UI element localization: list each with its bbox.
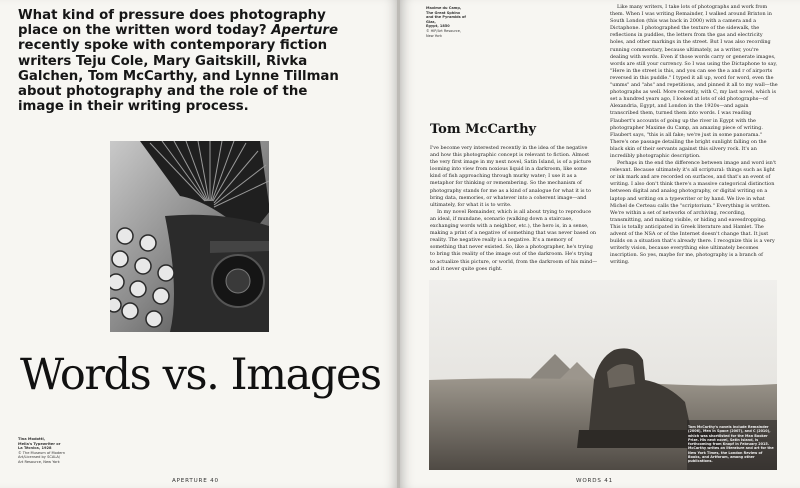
paragraph: Perhaps in the end the difference between image and word isn't relevant. Because ultimately it's all scriptural: things such as light or ink mark and are recorded on surfaces, and that's an event of writing. I also don't think there's a massive categorical distinction between digital and analog photography, or digital writing on a laptop and writing on a typewriter or by hand. We live in what Michel de Certeau calls the "scriptorium." Everything is written. We're within a set of networks of archiving, recording, transmitting, and making visible, or hiding and eavesdropping. This is totally anticipated in Greek literature and Hamlet. The advent of the NSA or of the Internet doesn't change that. It just builds on a situation that's already there. I recognize this is a very writerly vision, because everything else ultimately becomes inscription. So yes, maybe for me, photography is a branch of writing. (610, 160, 777, 266)
caption-line: Maxime du Camp, (426, 6, 462, 10)
typewriter-body (165, 215, 269, 332)
caption-line: New York (426, 33, 443, 38)
caption-line: Tina Modotti, (18, 437, 46, 441)
text-column-left (430, 145, 598, 273)
caption-line: Art Resource, New York (18, 459, 60, 464)
caption-line: Egypt, 1850 (426, 24, 450, 29)
typewriter-photo (110, 141, 269, 332)
intro-before: What kind of pressure does photography place on the written word today? (18, 8, 326, 39)
caption-line: The Great Sphinx (426, 10, 461, 15)
caption-line: Mella's Typewriter or (18, 441, 61, 446)
sphinx-caption (426, 6, 474, 38)
paragraph: Like many writers, I take lots of photographs and work from them. When I was writing Remainder, I walked around Brixton in South London (this was back in 2000) with a camera and a Dictaphone. I photographed the texture of the sidewalk, the reflections in puddles, the letters from the gas and electricity holes, and other markings in the street. But I was also recording running commentary, because ultimately, as a writer, you're dealing with words. Even if those words carry or generate images, words are still your currency. So I was using the Dictaphone to say, "Here in the street is this, and you can see the a and r of airports reversed in this puddle." I typed it all up, word for word, even the "umms" and "ahs" and repetitions, and pinned it all to my wall—the photographs as well. More recently, with C, my last novel, which is set a hundred years ago, I looked at lots of old photographs—of Alexandria, Egypt, and London in the 1920s—and again transcribed them, turned them into words. I was reading Flaubert's accounts of going up the river in Egypt with the photographer Maxime du Camp, an amazing piece of writing. Flaubert says, "this is all fake; we're just in some panorama." There's one passage detailing the bright sunlight falling on the black skin of their servants against this silvery rock. It's an incredibly photographic description. (610, 4, 778, 159)
author-bio-caption: Tom McCarthy's novels include Remainder (2006), Men in Space (2007), and C (2010), which was shortlisted for the Man Booker Prize. His next novel, Satin Island, is forthcoming from Knopf in February 2015. McCarthy writes on literature and art for the New York Times, the London Review of Books, and Artforum, among other publications. (688, 425, 774, 464)
spread-title: Words vs. Images (20, 350, 381, 400)
right-page (400, 0, 800, 488)
caption-line: and the Pyramids of Giza, (426, 15, 466, 24)
intro-italic: Aperture (271, 23, 339, 39)
caption-line: Art/Licensed by SCALA/ (18, 455, 61, 460)
intro-after: recently spoke with contemporary fiction writers Teju Cole, Mary Gaitskill, Rivka Galchen, Tom McCarthy, and Lynne Tillman about photography and the role of the image in their writing process. (18, 38, 339, 115)
caption-line: © HIP/Art Resource, (426, 28, 462, 33)
paragraph: I've become very interested recently in the idea of the negative and how this photographic concept is relevant to fiction. Almost the very first image in my next novel, Satin Island, is of a picture looming into view from noxious liquid in a darkroom, like some kind of fish approaching through murky water; I use it as a metaphor for thinking or remembering. So the mechanism of photography stands for me as a kind of analogue for what it is to bring data, memories, or whatever into a coherent image—and ultimately, for what it is to write. (430, 145, 592, 208)
intro-text (18, 8, 348, 114)
typewriter-caption (18, 437, 100, 465)
caption-line: La Técnica, 1928 (18, 446, 52, 451)
text-column-right (610, 4, 778, 266)
left-page (0, 0, 398, 488)
section-heading: Tom McCarthy (430, 122, 537, 137)
folio-left: APERTURE 40 (172, 478, 219, 484)
caption-line: © The Museum of Modern (18, 450, 66, 455)
folio-right: WORDS 41 (576, 478, 613, 484)
paragraph: In my novel Remainder, which is all about trying to reproduce an ideal, if mundane, scenario (walking down a staircase, exchanging words with a neighbor, etc.), the hero is, in a sense, making a print of a negative of something that was never based on reality. The negative really is a negative. It's a memory of something that never existed. So, like a photographer, he's trying to bring this reality of the image out of the darkroom. He's trying to actualize this picture, or world, from the darkroom of his mind—and it never quite goes right. (430, 208, 598, 272)
